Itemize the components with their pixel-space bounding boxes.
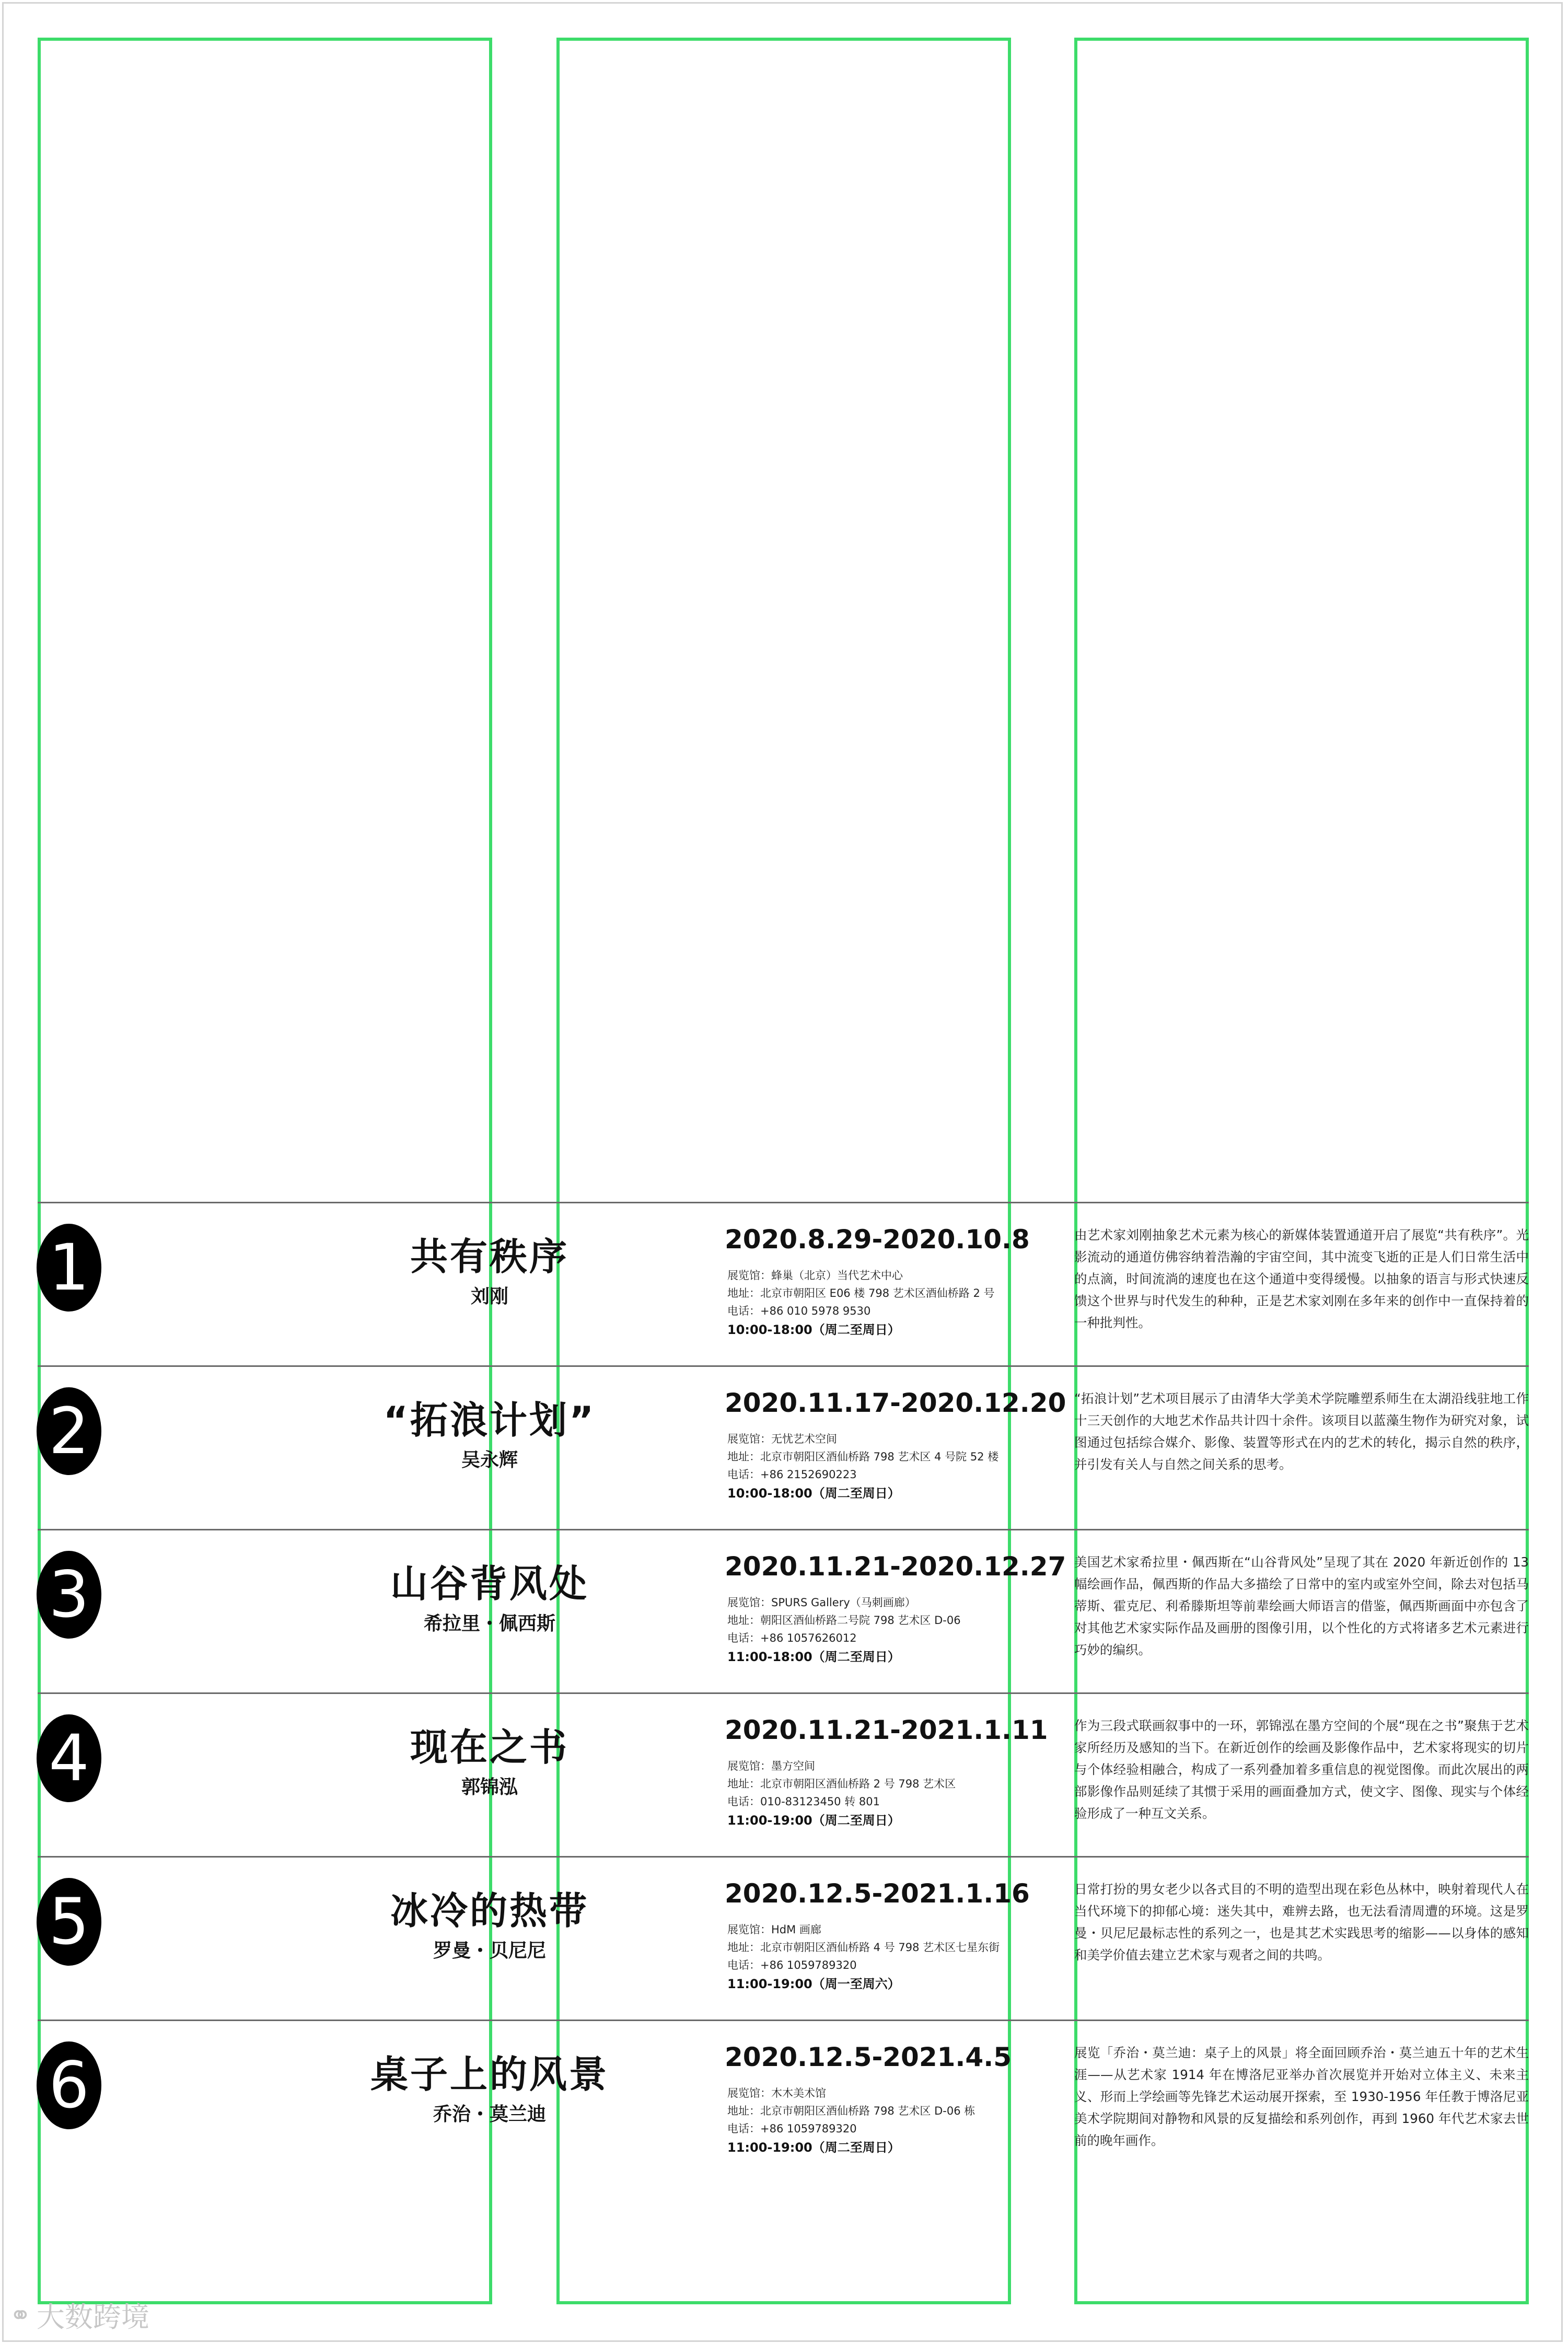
exhibition-title: 现在之书 [410,1725,569,1769]
opening-hours: 11:00-19:00（周二至周日） [727,2140,900,2155]
exhibition-row [38,1529,1529,1692]
exhibition-dates: 2020.11.17-2020.12.20 [725,1388,1066,1418]
watermark-text: 大数跨境 [36,2301,149,2334]
exhibition-title: 共有秩序 [410,1235,569,1279]
exhibition-description: 展览「乔治・莫兰迪：桌子上的风景」将全面回顾乔治・莫兰迪五十年的艺术生涯——从艺术家 1914 年在博洛尼亚举办首次展览并开始对立体主义、未来主义、形而上学绘画等先锋艺术运动展开探索，至 1930-1956 年任教于博洛尼亚美术学院期间对静物和风景的反复描绘和系列创作，再到 1960 年代艺术家去世前的晚年画作。 [1074,2045,1529,2148]
exhibition-description: 美国艺术家希拉里・佩西斯在“山谷背风处”呈现了其在 2020 年新近创作的 13 幅绘画作品，佩西斯的作品大多描绘了日常中的室内或室外空间，除去对包括马蒂斯、霍克尼、利希滕斯坦等前辈绘画大师语言的借鉴，佩西斯画面中亦包含了对其他艺术家实际作品及画册的图像引用，以个性化的方式将诸多艺术元素进行巧妙的编织。 [1074,1554,1529,1657]
artist-name: 刘刚 [470,1286,508,1307]
exhibition-row [38,2020,1529,2183]
exhibition-title: 桌子上的风景 [370,2052,609,2096]
phone: 电话：+86 1059789320 [727,1959,857,1971]
opening-hours: 10:00-18:00（周二至周日） [727,1486,900,1501]
opening-hours: 10:00-18:00（周二至周日） [727,1322,900,1337]
venue: 展览馆：SPURS Gallery（马刺画廊） [727,1596,916,1609]
wechat-icon: ⚭ [9,2300,31,2330]
number-badge: 4 [37,1714,101,1802]
address: 地址：北京市朝阳区酒仙桥路 798 艺术区 4 号院 52 楼 [727,1451,999,1463]
venue: 展览馆：墨方空间 [727,1760,815,1772]
exhibition-dates: 2020.12.5-2021.1.16 [725,1878,1030,1909]
number-badge: 1 [37,1224,101,1312]
phone: 电话：+86 1057626012 [727,1632,857,1644]
artist-name: 乔治・莫兰迪 [433,2104,546,2125]
address: 地址：北京市朝阳区酒仙桥路 2 号 798 艺术区 [727,1778,956,1790]
exhibition-title: 冰冷的热带 [390,1889,589,1933]
artist-name: 郭锦泓 [461,1777,518,1798]
venue: 展览馆：蜂巢（北京）当代艺术中心 [727,1269,903,1282]
exhibition-description: “拓浪计划”艺术项目展示了由清华大学美术学院雕塑系师生在太湖沿线驻地工作十三天创作的大地艺术作品共计四十余件。该项目以蓝藻生物作为研究对象，试图通过包括综合媒介、影像、装置等形式在内的艺术的转化，揭示自然的秩序，并引发有关人与自然之间关系的思考。 [1074,1391,1529,1472]
venue: 展览馆：HdM 画廊 [727,1923,821,1936]
phone: 电话：+86 2152690223 [727,1468,857,1481]
exhibition-list [38,1202,1529,2183]
exhibition-dates: 2020.11.21-2020.12.27 [725,1551,1066,1582]
exhibition-row [38,1202,1529,1365]
phone: 电话：010-83123450 转 801 [727,1795,880,1808]
artist-name: 吴永辉 [461,1449,518,1471]
opening-hours: 11:00-19:00（周一至周六） [727,1977,900,1991]
exhibition-description: 作为三段式联画叙事中的一环，郭锦泓在墨方空间的个展“现在之书”聚焦于艺术家所经历及感知的当下。在新近创作的绘画及影像作品中，艺术家将现实的切片与个体经验相融合，构成了一系列叠加着多重信息的视觉图像。而此次展出的两部影像作品则延续了其惯于采用的画面叠加方式，使文字、图像、现实与个体经验形成了一种互文关系。 [1074,1718,1529,1821]
watermark [9,2295,149,2335]
address: 地址：北京市朝阳区酒仙桥路 4 号 798 艺术区七星东街 [727,1941,1000,1954]
exhibition-row [38,1365,1529,1529]
exhibition-title: 山谷背风处 [390,1562,589,1606]
opening-hours: 11:00-19:00（周二至周日） [727,1813,900,1828]
address: 地址：北京市朝阳区酒仙桥路 798 艺术区 D-06 栋 [727,2105,975,2117]
artist-name: 罗曼・贝尼尼 [433,1940,546,1962]
number-badge: 5 [37,1878,101,1966]
exhibition-dates: 2020.11.21-2021.1.11 [725,1715,1048,1745]
opening-hours: 11:00-18:00（周二至周日） [727,1650,900,1664]
phone: 电话：+86 010 5978 9530 [727,1305,871,1317]
exhibition-dates: 2020.12.5-2021.4.5 [725,2042,1012,2072]
exhibition-dates: 2020.8.29-2020.10.8 [725,1224,1030,1255]
exhibition-description: 由艺术家刘刚抽象艺术元素为核心的新媒体装置通道开启了展览“共有秩序”。光影流动的通道仿佛容纳着浩瀚的宇宙空间，其中流变飞逝的正是人们日常生活中的点滴，时间流淌的速度也在这个通道中变得缓慢。以抽象的语言与形式快速反馈这个世界与时代发生的种种，正是艺术家刘刚在多年来的创作中一直保持着的一种批判性。 [1074,1227,1529,1330]
address: 地址：北京市朝阳区 E06 楼 798 艺术区酒仙桥路 2 号 [727,1287,995,1299]
exhibition-row [38,1856,1529,2020]
artist-name: 希拉里・佩西斯 [423,1613,555,1634]
phone: 电话：+86 1059789320 [727,2122,857,2135]
number-badge: 2 [37,1387,101,1475]
number-badge: 6 [37,2041,101,2129]
exhibition-description: 日常打扮的男女老少以各式目的不明的造型出现在彩色丛林中，映射着现代人在当代环境下的抑郁心境：迷失其中，难辨去路，也无法看清周遭的环境。这是罗曼・贝尼尼最标志性的系列之一，也是其艺术实践思考的缩影——以身体的感知和美学价值去建立艺术家与观者之间的共鸣。 [1074,1882,1529,1963]
address: 地址：朝阳区酒仙桥路二号院 798 艺术区 D-06 [727,1614,961,1627]
number-badge: 3 [37,1551,101,1639]
venue: 展览馆：木木美术馆 [727,2087,826,2099]
venue: 展览馆：无忧艺术空间 [727,1433,837,1445]
exhibition-row [38,1692,1529,1856]
exhibition-title: “拓浪计划” [383,1398,596,1442]
